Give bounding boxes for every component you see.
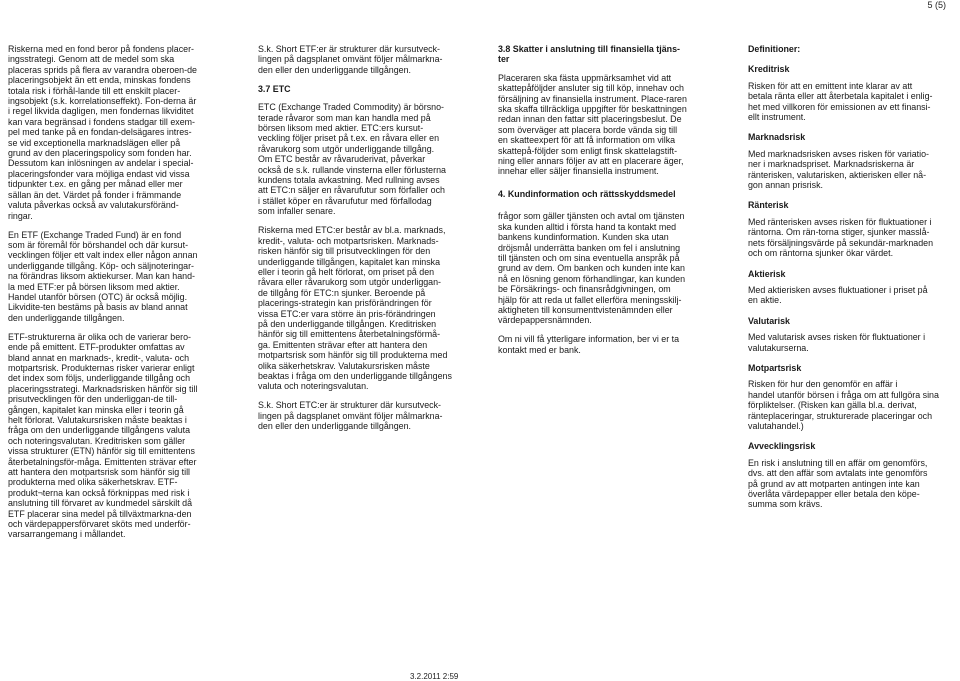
paragraph: Riskerna med ETC:er består av bl.a. marknads, kredit-, valuta- och motpartsrisken. Marknads- risken hänför sig till prisutvecklingen för den underliggande tillgången, kapitalet kan minska eller i teorin gå helt förlorat, om priset på den råvara eller råvarukorg som utgör underliggan- de tillgång för ETC:n sjunker. Beroende på placerings-strategin kan prisförändringen för vissa ETC:er vara större än pris-förändringen på den underliggande tillgången. Kreditrisken hänför sig till emittentens återbetalningsförmå- ga. Emittenten strävar efter att hantera den motpartsrisk som hänför sig till produkterna med olika säkerhetskrav. Valutakursrisken måste beaktas i fråga om den underliggande tillgångens valuta och noteringsvalutan.: [258, 225, 452, 392]
definition-term: Motpartsrisk: [748, 362, 802, 373]
paragraph: frågor som gäller tjänsten och avtal om tjänsten ska kunden alltid i första hand ta kontakt med bankens kundinformation. Kunden ska utan dröjsmål underrätta banken om fel i anslutning till tjänsten och om sina eventuella anspråk på grund av dem. Om banken och kunden inte kan nå en lösning genom förhandlingar, kan kunden be Försäkrings- och finansrådgivningen, om hjälp för att reda ut fallet ellerföra meningsskilj- aktigheten till konsumenttvistenämnden eller värdepappersnämnden.: [498, 211, 686, 326]
footer-timestamp: 3.2.2011 2:59: [410, 672, 459, 681]
paragraph: S.k. Short ETF:er är strukturer där kursutveck- lingen på dagsplanet omvänt följer målmarkna- den eller den underliggande tillgången.: [258, 44, 443, 75]
paragraph: Placeraren ska fästa uppmärksamhet vid att skattepåföljder ansluter sig till köp, innehav och försäljning av finansiella instrument. Place-raren ska skaffa tillräckliga uppgifter för beskattningen redan innan den fattar sitt placeringsbeslut. De som överväger att placera borde vända sig till en skatteexpert för att få information om vilka skattepå-följder som enligt finsk skattelagstift- ning eller annars följer av att en placerare äger, innehar eller säljer finansiella instrument.: [498, 72, 687, 177]
definition-term: Ränterisk: [748, 200, 789, 211]
definition-text: Risken för att en emittent inte klarar av att betala ränta eller att återbetala kapitalet i enlig- het med villkoren för emissionen av ett finansi- ellt instrument.: [748, 80, 933, 123]
definition-term: Kreditrisk: [748, 64, 790, 75]
definition-term: Valutarisk: [748, 315, 790, 326]
paragraph: En ETF (Exchange Traded Fund) är en fond som är föremål för börshandel och där kursut- vecklingen följer ett valt index eller någon annan underliggande tillgång. Köp- och säljnoteringar- na förändras liksom aktiekurser. Man kan hand- la med ETF:er på börsen liksom med aktier. Handel utanför börsen (OTC) är också möjlig. Likvidite-ten bestäms på basis av bland annat den underliggande tillgången.: [8, 229, 198, 323]
column-4-definitions: [748, 44, 960, 520]
definition-text: Med valutarisk avses risken för fluktuationer i valutakurserna.: [748, 332, 926, 353]
definition-term: Avvecklingsrisk: [748, 441, 816, 452]
definition-text: Med marknadsrisken avses risken för variatio- ner i marknadspriset. Marknadsriskerna är ränterisken, valutarisken, aktierisken eller nå- gon annan prisrisk.: [748, 148, 930, 191]
paragraph: Om ni vill få ytterligare information, ber vi er ta kontakt med er bank.: [498, 334, 680, 355]
page-number: 5 (5): [927, 0, 946, 10]
paragraph: ETF-strukturerna är olika och de varierar bero- ende på emittent. ETF-produkter omfattas av bland annat en marknads-, kredit-, valuta- och motpartsrisk. Produkternas risker varierar enligt det index som följs, underliggande tillgång och placeringsstrategi. Marknadsrisken hänför sig till prisutvecklingen för den underliggan-de till- gången, kapitalet kan minska eller i teorin gå helt förlorat. Valutakursrisken måste beaktas i fråga om den underliggande tillgångens valuta och noteringsvalutan. Kreditrisken som gäller vissa strukturer (ETN) hänför sig till emittentens återbetalningsför-måga. Emittenten strävar efter att hantera den motpartsrisk som hänför sig till produkterna med olika säkerhetskrav. ETF- produkt¬terna kan också förknippas med risk i anslutning till förvaret av kundmedel särskilt då ETF placerar sina medel på tillväxtmarkna-den och värdepappersförvaret sköts med underför- varsarrangemang i mållandet.: [8, 331, 198, 540]
definition-term: Marknadsrisk: [748, 132, 806, 143]
paragraph: S.k. Short ETC:er är strukturer där kursutveck- lingen på dagsplanet omvänt följer målmarkna- den eller den underliggande tillgången.: [258, 400, 443, 432]
definition-text: En risk i anslutning till en affär om genomförs, dvs. att den affär som avtalats inte genomförs på grund av att motparten antingen inte kan överlåta värdepapper eller betala den köpe- summa som krävs.: [748, 457, 928, 510]
column-2: [258, 44, 478, 440]
definition-text: Med ränterisken avses risken för fluktuationer i räntorna. Om rän-torna stiger, sjunker masslå- nets försäljningsvärde på sekundär-marknaden och om räntorna sjunker ökar värdet.: [748, 216, 934, 259]
definition-text: Med aktierisken avses fluktuationer i priset på en aktie.: [748, 284, 928, 306]
section-heading: 3.7 ETC: [258, 83, 291, 94]
definition-text: Risken för hur den genomför en affär i handel utanför börsen i fråga om att fullgöra sina förpliktelser. (Risken kan gälla bl.a. derivat, ränteplaceringar, strukturerade placeringar och valutahandel.): [748, 379, 939, 431]
definitions-title: Definitioner:: [748, 44, 801, 54]
definition-term: Aktierisk: [748, 268, 786, 279]
column-1: [8, 44, 226, 548]
paragraph: Riskerna med en fond beror på fondens placer- ingsstrategi. Genom att de medel som ska placeras sprids på flera av varandra oberoen-de placeringsobjekt än ett enda, minskas fondens totala risk i förhål-lande till ett enskilt placer- ingsobjekt (s.k. korrelationseffekt). Fon-derna är i regel likvida dagligen, men fondernas likviditet kan vara begränsad i fondens stadgar till exem- pel med tanke på en fondan-delsägares intres- se vid exceptionella marknadslägen eller på grund av den placeringspolicy som fonden har. Dessutom kan inlösningen av andelar i special- placeringsfonder vara möjliga endast vid vissa tidpunkter t.ex. en gång per månad eller mer sällan än det. Värdet på fonder i främmande valuta påverkas också av valutakursföränd- ringar.: [8, 44, 197, 221]
section-heading: 4. Kundinformation och rättsskyddsmedel: [498, 188, 676, 199]
column-3: [498, 44, 716, 364]
paragraph: ETC (Exchange Traded Commodity) är börsno- terade råvaror som man kan handla med på börsen liksom med aktier. ETC:ers kursut- veckling följer priset på t.ex. en råvara eller en råvarukorg som utgör underliggande tillgång. Om ETC består av råvaruderivat, påverkar också de s.k. rullande vinsterna eller förlusterna kundens totala avkastning. Med rullning avses att ETC:n säljer en råvarufutur som förfaller och i stället köper en råvarufutur med förfallodag som infaller senare.: [258, 102, 446, 217]
section-heading: 3.8 Skatter i anslutning till finansiella tjäns- ter: [498, 44, 680, 65]
